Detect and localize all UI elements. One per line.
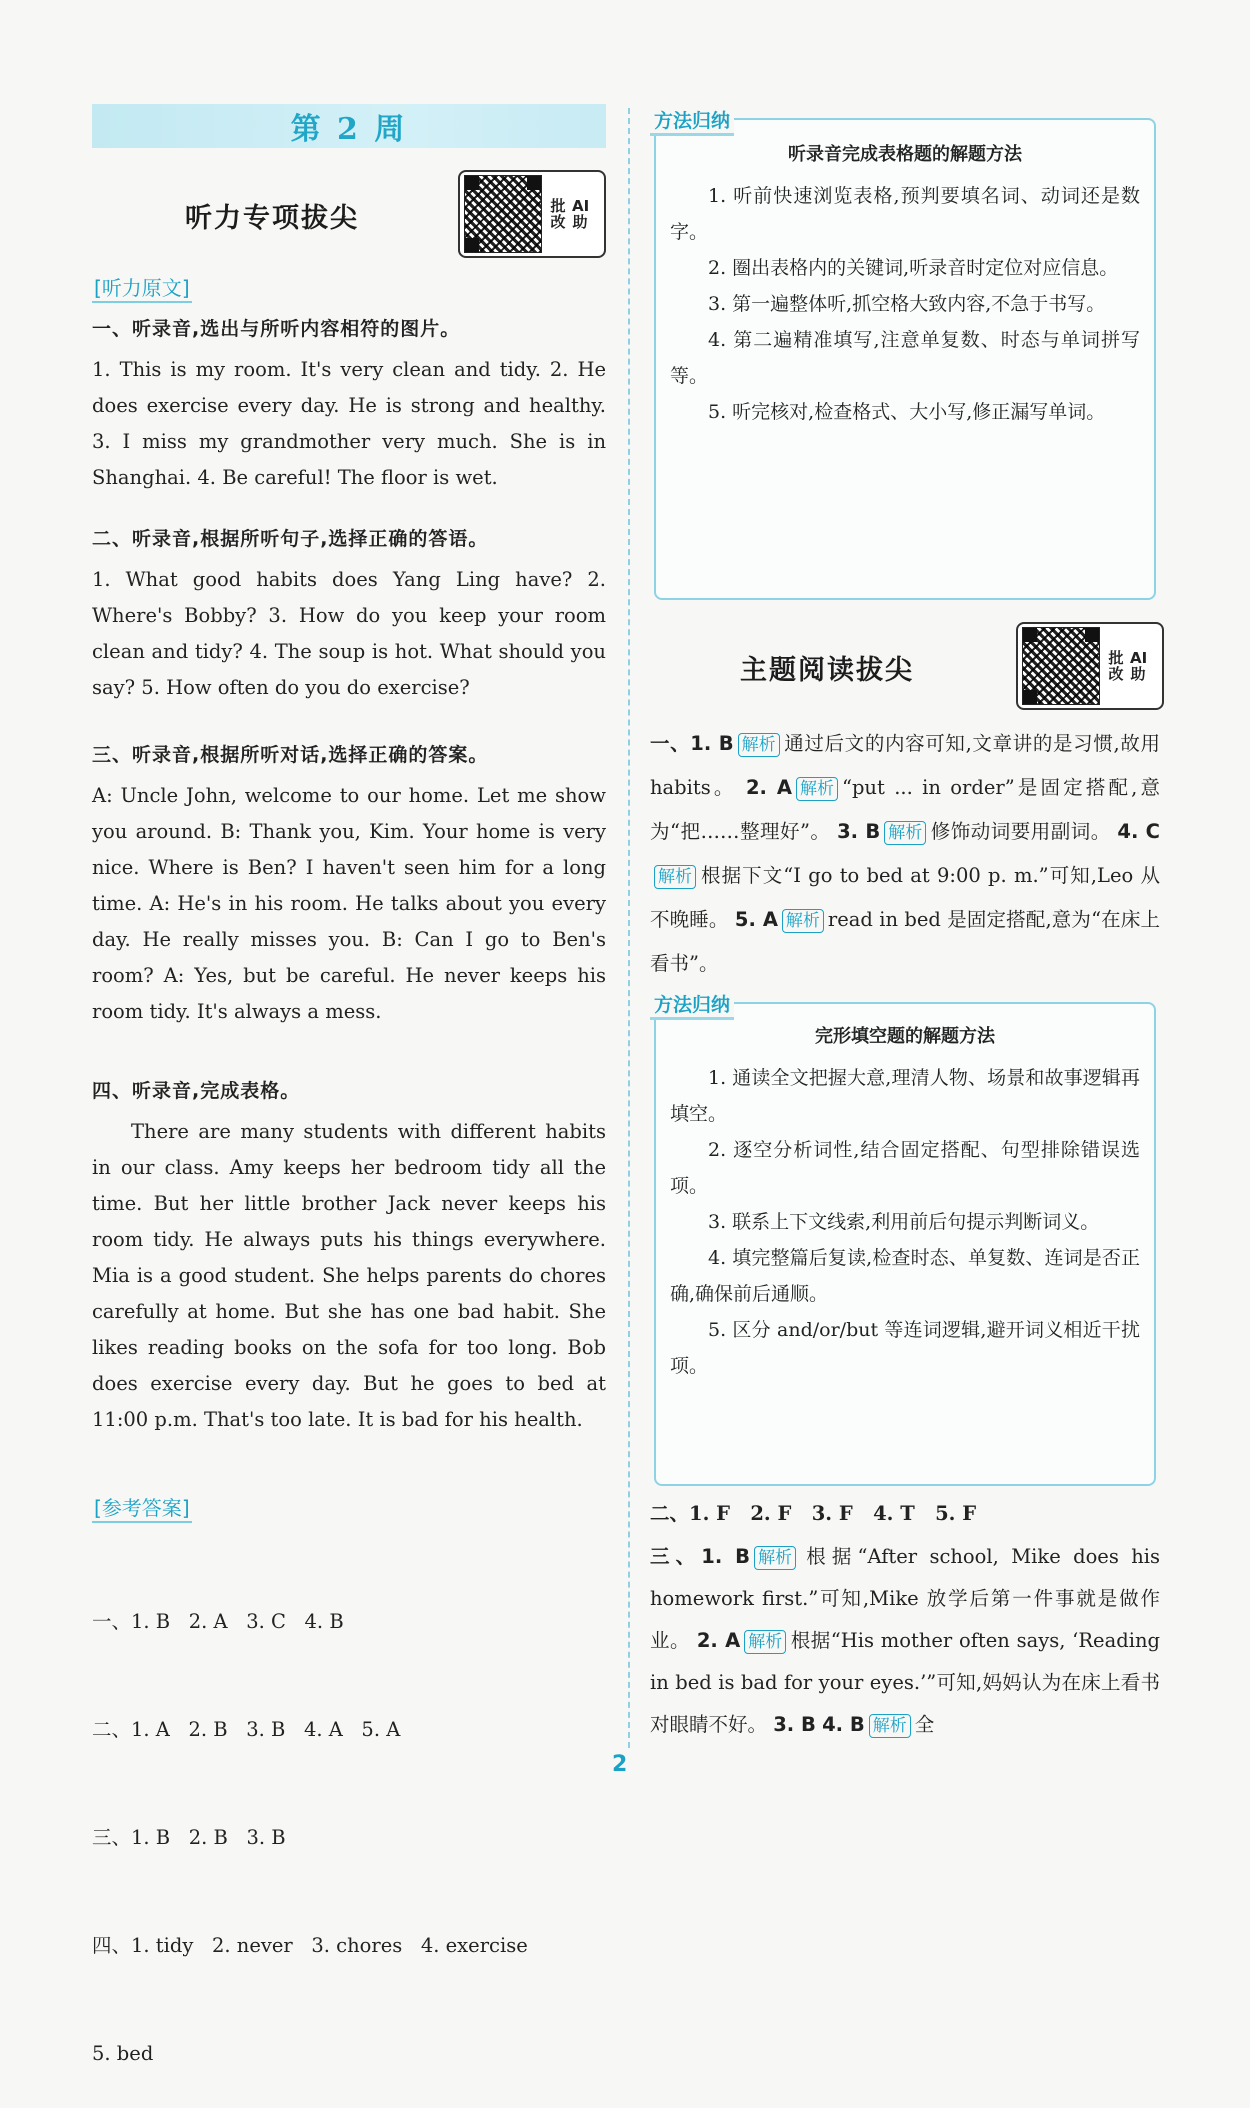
reading-section-title: 主题阅读拔尖: [740, 655, 914, 686]
qr-label-col: 批改: [1108, 649, 1124, 683]
analysis-text: 修饰动词要用副词。: [930, 820, 1111, 843]
answer-number: 一、1. B: [650, 732, 734, 755]
analysis-tag: 解析: [754, 1546, 796, 1570]
method-box-listening: [654, 118, 1156, 600]
part1-text: 1. This is my room. It's very clean and tidy. 2. He does exercise every day. He is strong and healthy. 3. I miss my grandmother very much. She is in Shanghai. 4. Be careful! The floor is wet.: [92, 358, 606, 489]
method-box-cloze: [654, 1002, 1156, 1486]
analysis-text: 通过后文的内容可知,文章讲的是习惯,故用 habits。: [650, 732, 1160, 799]
analysis-tag: 解析: [738, 733, 780, 757]
part4-heading: 四、听录音,完成表格。: [92, 1080, 301, 1102]
reading-part3: [650, 1536, 1160, 1746]
answer-line: 5. bed: [92, 2042, 154, 2065]
part1-heading: 一、听录音,选出与所听内容相符的图片。: [92, 318, 461, 340]
method-item: 3. 第一遍整体听,抓空格大致内容,不急于书写。: [708, 293, 1106, 315]
analysis-text: 全: [914, 1713, 935, 1736]
analysis-tag: 解析: [744, 1630, 786, 1654]
listening-section-title: 听力专项拔尖: [185, 203, 359, 234]
analysis-tag: 解析: [869, 1714, 911, 1738]
qr-code-box[interactable]: [458, 170, 606, 258]
qr-label-col: 批改: [550, 197, 566, 231]
method-item: 2. 逐空分析词性,结合固定搭配、句型排除错误选项。: [670, 1139, 1140, 1197]
transcript-tag: [ 听力原文 ]: [92, 272, 192, 303]
method-item: 3. 联系上下文线索,利用前后句提示判断词义。: [708, 1211, 1100, 1233]
qr-label-col: AI助: [1130, 649, 1148, 683]
method-item: 5. 区分 and/or/but 等连词逻辑,避开词义相近干扰项。: [670, 1319, 1140, 1377]
method-item: 2. 圈出表格内的关键词,听录音时定位对应信息。: [708, 257, 1119, 279]
qr-label-col: AI助: [572, 197, 590, 231]
part3-text: A: Uncle John, welcome to our home. Let me show you around. B: Thank you, Kim. Your home is very nice. Where is Ben? I haven't seen him for a long time. A: He's in his room. He talks about you every day. He really misses you. B: Can I go to Ben's room? A: Yes, but be careful. He never keeps his room tidy. It's always a mess.: [92, 784, 606, 1023]
method-item: 5. 听完核对,检查格式、大小写,修正漏写单词。: [708, 401, 1106, 423]
answer-tag: [ 参考答案 ]: [92, 1492, 192, 1523]
analysis-tag: 解析: [884, 821, 926, 845]
method-title: 完形填空题的解题方法: [815, 1026, 995, 1047]
method-body: [670, 1060, 1140, 1384]
answer-list: [92, 1532, 606, 2108]
analysis-tag: 解析: [796, 777, 838, 801]
week-title: 第 2 周: [290, 112, 408, 147]
answer-number: 2. A: [696, 1629, 741, 1652]
analysis-text: 根据下文“I go to bed at 9:00 p. m.”可知,Leo 从不晚睡。: [650, 864, 1160, 931]
answer-number: 三、1. B: [650, 1545, 751, 1568]
qr-code-icon[interactable]: [1022, 627, 1100, 705]
method-tag: 方法归纳: [650, 106, 734, 136]
answer-number: 2. A: [745, 776, 792, 799]
answer-line: 四、1. tidy 2. never 3. chores 4. exercise: [92, 1934, 528, 1957]
method-title: 听录音完成表格题的解题方法: [788, 144, 1022, 165]
qr-label: [550, 198, 588, 230]
reading-part1: [650, 722, 1160, 986]
method-item: 1. 通读全文把握大意,理清人物、场景和故事逻辑再填空。: [670, 1067, 1140, 1125]
method-body: [670, 178, 1140, 430]
answer-number: 4. B: [822, 1713, 865, 1736]
part2-text: 1. What good habits does Yang Ling have? 2. Where's Bobby? 3. How do you keep your room clean and tidy? 4. The soup is hot. What should you say? 5. How often do you do exercise?: [92, 568, 606, 699]
qr-code-icon[interactable]: [464, 175, 542, 253]
answer-number: 4. C: [1117, 820, 1160, 843]
method-tag: 方法归纳: [650, 990, 734, 1020]
part3-heading: 三、听录音,根据所听对话,选择正确的答案。: [92, 744, 489, 766]
qr-label: [1108, 650, 1146, 682]
answer-line: 一、1. B 2. A 3. C 4. B: [92, 1610, 344, 1633]
qr-code-box[interactable]: [1016, 622, 1164, 710]
method-item: 4. 第二遍精准填写,注意单复数、时态与单词拼写等。: [670, 329, 1140, 387]
part4-text: There are many students with different habits in our class. Amy keeps her bedroom tidy all the time. But her little brother Jack never keeps his room tidy. He always puts his things everywhere. Mia is a good student. She helps parents do chores carefully at home. But she has one bad habit. She likes reading books on the sofa for too long. Bob does exercise every day. But he goes to bed at 11:00 p.m. That's too late. It is bad for his health.: [92, 1120, 606, 1431]
column-divider: [628, 108, 630, 1748]
method-item: 4. 填完整篇后复读,检查时态、单复数、连词是否正确,确保前后通顺。: [670, 1247, 1140, 1305]
analysis-text: 根据“His mother often says, ‘Reading in bed is bad for your eyes.’”可知,妈妈认为在床上看书对眼睛不好。: [650, 1629, 1160, 1736]
answer-line: 二、1. A 2. B 3. B 4. A 5. A: [92, 1718, 401, 1741]
analysis-text: “put ... in order”是固定搭配,意为“把……整理好”。: [650, 776, 1161, 843]
analysis-text: read in bed 是固定搭配,意为“在床上看书”。: [650, 908, 1160, 975]
part2-heading: 二、听录音,根据所听句子,选择正确的答语。: [92, 528, 489, 550]
answer-number: 3. B: [773, 1713, 816, 1736]
answer-line: 三、1. B 2. B 3. B: [92, 1826, 286, 1849]
week-banner: [92, 104, 606, 148]
method-item: 1. 听前快速浏览表格,预判要填名词、动词还是数字。: [670, 185, 1140, 243]
analysis-text: 根据“After school, Mike does his homework first.”可知,Mike 放学后第一件事就是做作业。: [650, 1545, 1160, 1652]
analysis-tag: 解析: [654, 865, 696, 889]
reading-part2: 二、1. F 2. F 3. F 4. T 5. F: [650, 1502, 977, 1525]
answer-number: 5. A: [734, 908, 778, 931]
answer-number: 3. B: [837, 820, 881, 843]
page-number: 2: [612, 1752, 628, 1777]
analysis-tag: 解析: [782, 909, 824, 933]
